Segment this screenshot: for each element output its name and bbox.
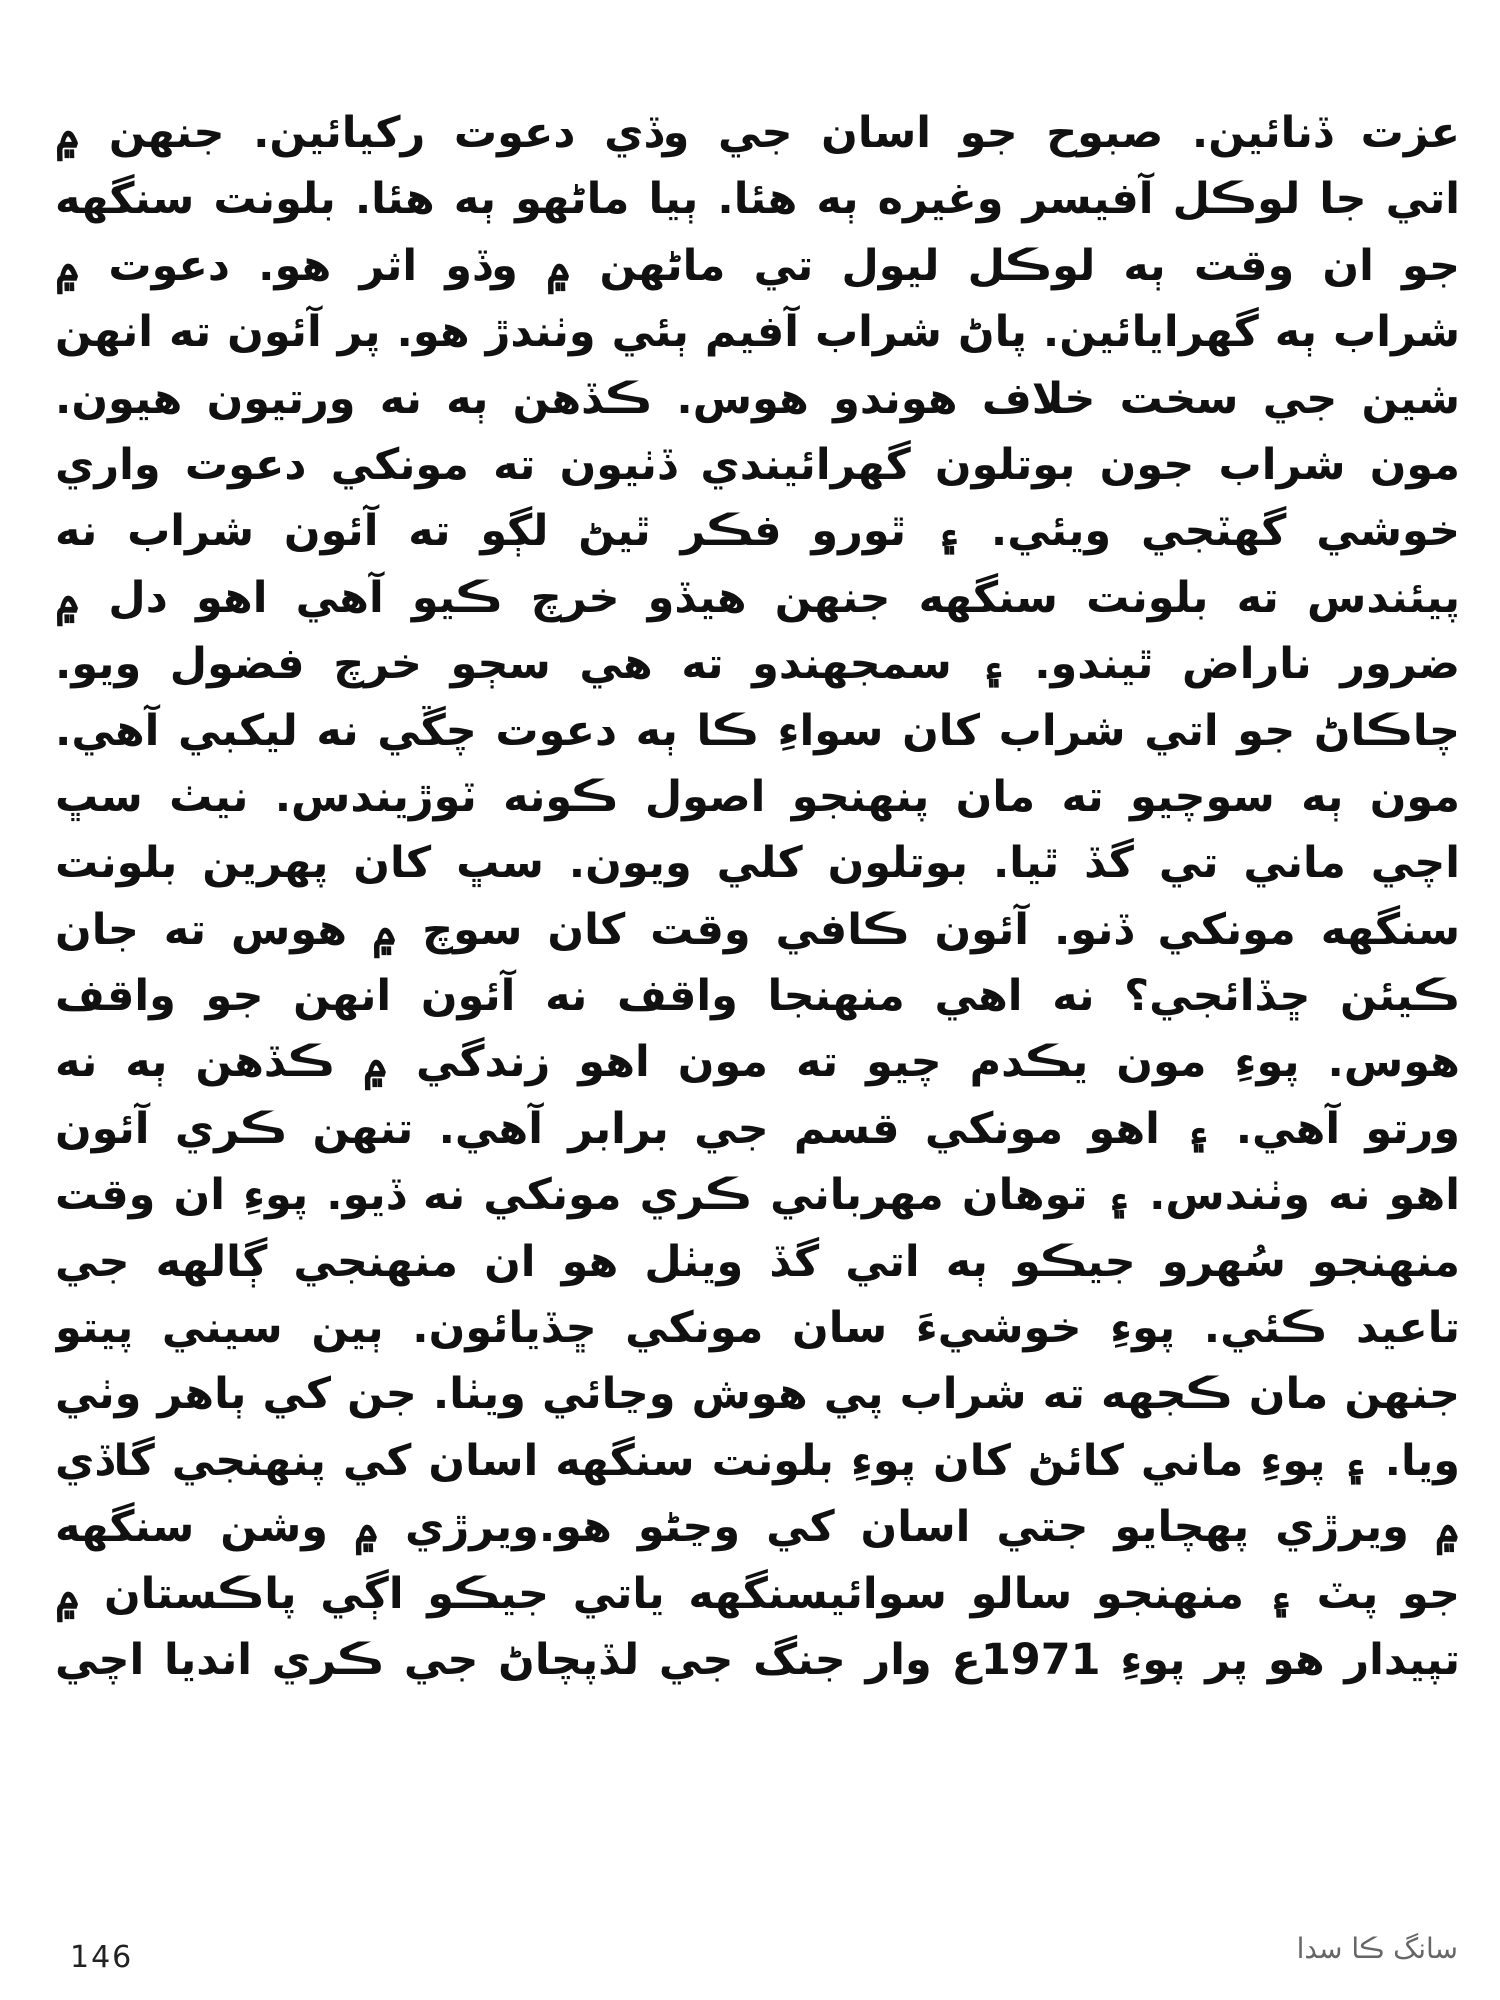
text-line: تپيدار هو پر پوءِ 1971ع وار جنگ جي لڏپچاڻ جي ڪري انديا اچي [55,1634,1460,1685]
body-text [55,100,1460,1693]
text-line: جنهن مان ڪجهه ته شراب پي هوش وڃائي ويٺا. جن کي ٻاهر وٺي [55,1369,1460,1420]
text-line: ضرور ناراض ٿيندو. ۽ سمجهندو ته هي سڄو خرچ فضول ويو. [55,639,1460,690]
text-line: جو ان وقت ٻه لوڪل ليول تي ماڻهن ۾ وڏو اثر هو. دعوت ۾ [55,240,1460,291]
text-line: ورتو آهي. ۽ اهو مونکي قسم جي برابر آهي. تنهن ڪري آئون [55,1103,1460,1154]
text-line: شراب ٻه گهرايائين. پاڻ شراب آفيم ٻئي وٺندڙ هو. پر آئون ته انهن [55,307,1460,358]
text-line: پيئندس ته بلونت سنگهه جنهن هيڏو خرچ ڪيو آهي اهو دل ۾ [55,572,1460,623]
text-line: اهو نه وٺندس. ۽ توهان مهرباني ڪري مونکي نه ڏيو. پوءِ ان وقت [55,1170,1460,1221]
text-line: اتي جا لوڪل آفيسر وغيره ٻه هئا. ٻيا ماڻهو ٻه هئا. بلونت سنگهه [55,174,1460,225]
text-line: اچي ماني تي گڏ ٿيا. بوتلون کلي ويون. سڀ کان پهرين بلونت [55,838,1460,889]
text-line: چاڪاڻ جو اتي شراب کان سواءِ ڪا ٻه دعوت چڱي نه ليکبي آهي. [55,705,1460,756]
text-line: ۾ ويرڙي پهچايو جتي اسان کي وڃڻو هو.ويرڙي ۾ وشن سنگهه [55,1502,1460,1553]
text-line: سنگهه مونکي ڏنو. آئون ڪافي وقت کان سوچ ۾ هوس ته جان [55,904,1460,955]
text-line: خوشي گهٽجي ويئي. ۽ ٿورو فڪر ٿيڻ لڳو ته آئون شراب نه [55,506,1460,557]
text-line: تاعيد ڪئي. پوءِ خوشيءَ سان مونکي ڇڏيائون. ٻين سيني پيتو [55,1303,1460,1354]
text-line: مون شراب جون بوتلون گهرائيندي ڏٺيون ته مونکي دعوت واري [55,439,1460,490]
text-line: ڪيئن ڇڏائجي؟ نه اهي منهنجا واقف نه آئون انهن جو واقف [55,971,1460,1022]
text-line: عزت ڏنائين. صبوح جو اسان جي وڏي دعوت رکيائين. جنهن ۾ [55,108,1460,158]
text-line: منهنجو سُهرو جيڪو ٻه اتي گڏ ويٺل هو ان منهنجي ڳالهه جي [55,1236,1460,1287]
text-line: مون ٻه سوچيو ته مان پنهنجو اصول ڪونه ٽوڙيندس. نيٺ سڀ [55,771,1460,822]
text-line: هوس. پوءِ مون يڪدم چيو ته مون اهو زندگي ۾ ڪڏهن ٻه نه [55,1037,1460,1088]
text-line: ويا. ۽ پوءِ ماني کائڻ کان پوءِ بلونت سنگهه اسان کي پنهنجي گاڏي [55,1435,1460,1486]
page-number: 146 [70,1940,134,1975]
text-line: شين جي سخت خلاف هوندو هوس. ڪڏهن ٻه نه ورتيون هيون. [55,373,1460,424]
text-line: جو پٽ ۽ منهنجو سالو سوائيسنگهه ياتي جيڪو اڳي پاڪستان ۾ [55,1568,1460,1619]
footer-mark: سانگ ڪا سدا [1296,1932,1458,1965]
